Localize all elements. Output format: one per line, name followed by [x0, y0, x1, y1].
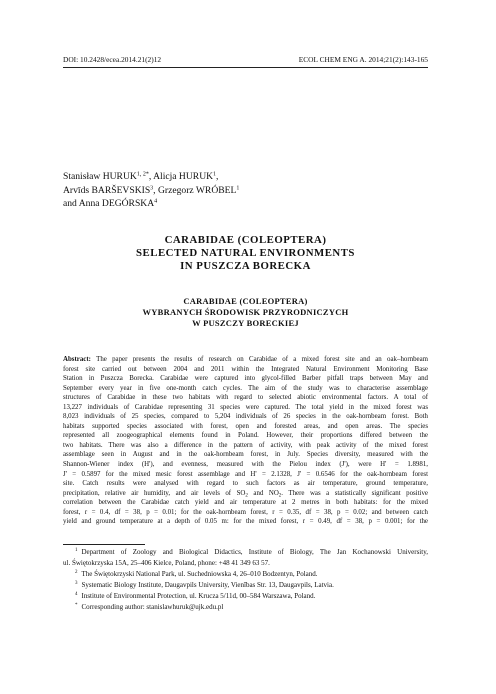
author-name: and Anna DEGÓRSKA [63, 198, 155, 210]
title-line: WYBRANYCH ŚRODOWISK PRZYRODNICZYCH [142, 307, 349, 318]
footnote-marker: 3 [75, 581, 78, 586]
abstract [63, 355, 428, 527]
footnote-marker: 1 [75, 548, 78, 553]
abstract-line: precipitation, relative air humidity, and air levels of $SO_2$ and $NO_2$. There was a statistically significant positive [63, 489, 428, 499]
title-line: CARABIDAE (COLEOPTERA) [164, 234, 327, 246]
title-line: SELECTED NATURAL ENVIRONMENTS [136, 247, 355, 260]
author-line-1 [63, 170, 423, 184]
footnote-affiliation-2: $^2$ The Świętokrzyski National Park, ul. Suchedniowska 4, 26–010 Bodzentyn, Poland. [75, 570, 318, 578]
abstract-line: 13,227 individuals of Carabidae representing 31 species were captured. The total yield in the mixed forest was [63, 403, 428, 411]
affiliation-marker: 1, 2* [136, 171, 149, 178]
abstract-line: September every year in five one-month catch cycles. The aim of the study was to characterise assemblage [63, 384, 428, 392]
footnote-continuation: ul. Świętokrzyska 15A, 25–406 Kielce, Poland, phone: +48 41 349 63 57. [63, 559, 270, 567]
author-list [63, 170, 423, 211]
footnote-marker: 2 [75, 570, 78, 575]
abstract-line: 8,023 individuals of 25 species, compared to 5,204 individuals of 26 species in the oak-hornbeam forest. Both [63, 413, 428, 421]
footnote-marker: * [75, 603, 78, 608]
author-line-2 [63, 184, 423, 198]
abstract-line: habitats supported species associated with forest, open and forested areas, and open areas. The species [63, 422, 428, 430]
affiliation-marker: 1 [213, 171, 217, 178]
footnote-rule [63, 544, 145, 545]
title-line: W PUSZCZY BORECKIEJ [192, 318, 299, 329]
footnote-marker: 4 [75, 592, 78, 597]
author-name: , Grzegorz WRÓBEL [153, 184, 237, 196]
abstract-line: Station in Puszcza Borecka. Carabidae were captured into glycol-filled Barber pitfall traps between May and [63, 375, 428, 383]
footnotes [63, 547, 428, 613]
paper-title-polish [63, 296, 428, 330]
abstract-line: Abstract: The paper presents the results of research on Carabidae of a mixed forest site and an oak–hornbeam [63, 356, 428, 363]
title-line: CARABIDAE (COLEOPTERA) [183, 296, 308, 306]
abstract-line: assemblage seen in August and in the oak-hornbeam forest, in July. Species diversity, measured with the [63, 451, 428, 459]
abstract-line: J' = 0.5897 for the mixed mesic forest assemblage and H' = 2.1328, J' = 0.6546 for the oak-hornbeam forest [63, 470, 428, 478]
abstract-line: site. Catch results were analysed with regard to such factors as air temperature, ground temperature, [63, 480, 428, 488]
paper-title [63, 234, 428, 274]
doi-text: DOI: 10.2428/ecea.2014.21(2)12 [63, 55, 162, 64]
footnote-affiliation-4: $^4$ Institute of Environmental Protection, ul. Krucza 5/11d, 00–584 Warszawa, Poland. [75, 592, 316, 600]
affiliation-marker: 1 [236, 185, 240, 192]
running-header [63, 54, 428, 66]
abstract-line: forest, r = 0.4, df = 38, p = 0.01; for the oak-hornbeam forest, r = 0.35, df = 38, p = 0.02; and between catch [63, 508, 428, 516]
author-name: , Alicja HURUK [148, 171, 214, 182]
affiliation-marker: 3 [150, 185, 154, 192]
author-name: Arvīds BARŠEVSKIS [63, 184, 151, 196]
author-separator: , [216, 171, 219, 182]
author-name: Stanisław HURUK [63, 171, 137, 182]
abstract-line: Shannon-Wiener index (H'), and evenness, measured with the Pielou index (J'), were H' = 1.8981, [63, 461, 428, 469]
footnote-affiliation-3: $^3$ Systematic Biology Institute, Daugavpils University, Vienības Str. 13, Daugavpils, Latvia. [75, 581, 334, 589]
journal-citation: ECOL CHEM ENG A. 2014;21(2):143-165 [298, 55, 428, 64]
abstract-line: correlation between the Carabidae catch yield and air temperature at 2 metres in both habitats: for the mixed [63, 499, 428, 507]
affiliation-marker: 4 [154, 198, 158, 205]
title-line: IN PUSZCZA BORECKA [180, 260, 311, 273]
footnote-corresponding-author: * Corresponding author: stanislawhuruk@ujk.edu.pl [75, 603, 224, 611]
abstract-line: forest site carried out between 2004 and 2011 within the Integrated Natural Environment Monitoring Base [63, 365, 428, 373]
header-rule [63, 67, 428, 68]
abstract-line: represented all zoogeographical elements found in Poland. However, their proportions differed between the [63, 432, 428, 440]
abstract-line: yield and ground temperature at a depth of 0.05 m: for the mixed forest, r = 0.49, df = 38, p = 0.001; for the [63, 518, 428, 526]
author-line-3 [63, 197, 423, 211]
abstract-label: Abstract: [63, 356, 91, 363]
abstract-line: two habitats. There was also a difference in the pattern of activity, with peak activity of the mixed forest [63, 441, 428, 449]
footnote-affiliation-1: $^1$ Department of Zoology and Biological Didactics, Institute of Biology, The Jan Kochanowski University, ul. Świętokrzyska 15A, 25–406 Kielce, Poland, phone: +48 41 349 63 57. [63, 548, 428, 567]
abstract-line: structures of Carabidae in these two habitats with regard to selected abiotic environmental factors. A total of [63, 394, 428, 402]
